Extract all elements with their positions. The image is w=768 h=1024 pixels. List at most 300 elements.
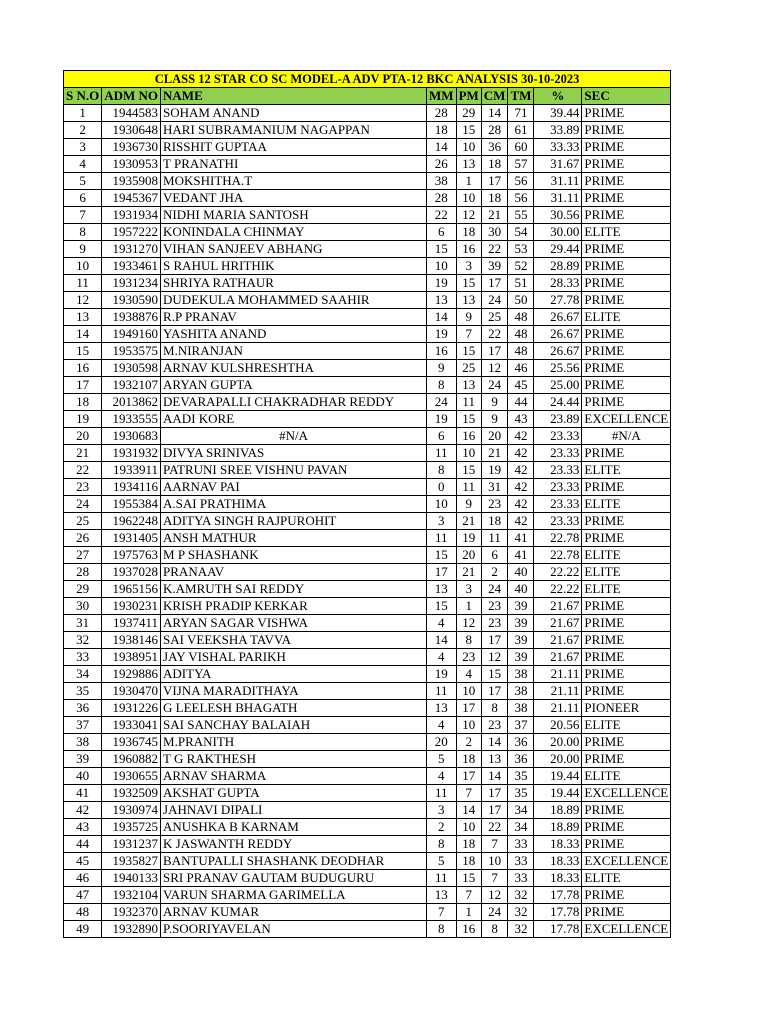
table-row: [64, 377, 671, 394]
cell-pm: 12: [456, 207, 481, 224]
cell-percent: 17.78: [534, 887, 582, 904]
cell-cm: 22: [481, 326, 508, 343]
cell-sno: 42: [64, 802, 102, 819]
cell-tm: 33: [508, 853, 534, 870]
cell-sno: 46: [64, 870, 102, 887]
cell-pm: 15: [456, 411, 481, 428]
cell-percent: 23.33: [534, 479, 582, 496]
cell-tm: 39: [508, 615, 534, 632]
cell-tm: 42: [508, 496, 534, 513]
cell-name: JAHNAVI DIPALI: [161, 802, 427, 819]
cell-name: YASHITA ANAND: [161, 326, 427, 343]
cell-sec: ELITE: [582, 870, 671, 887]
cell-mm: 9: [427, 360, 457, 377]
cell-adm-no: 1931270: [102, 241, 161, 258]
table-row: [64, 462, 671, 479]
cell-tm: 57: [508, 156, 534, 173]
cell-tm: 37: [508, 717, 534, 734]
cell-tm: 40: [508, 564, 534, 581]
cell-mm: 15: [427, 241, 457, 258]
cell-pm: 13: [456, 377, 481, 394]
cell-mm: 28: [427, 105, 457, 122]
cell-adm-no: 1932107: [102, 377, 161, 394]
cell-sec: PRIME: [582, 513, 671, 530]
cell-adm-no: 1932890: [102, 921, 161, 938]
cell-sno: 48: [64, 904, 102, 921]
cell-name: SHRIYA RATHAUR: [161, 275, 427, 292]
cell-adm-no: 1930953: [102, 156, 161, 173]
cell-adm-no: 1930648: [102, 122, 161, 139]
cell-cm: 9: [481, 411, 508, 428]
cell-sno: 28: [64, 564, 102, 581]
cell-tm: 36: [508, 751, 534, 768]
cell-adm-no: 2013862: [102, 394, 161, 411]
cell-sno: 15: [64, 343, 102, 360]
cell-name: A.SAI PRATHIMA: [161, 496, 427, 513]
cell-name: VARUN SHARMA GARIMELLA: [161, 887, 427, 904]
cell-sec: PRIME: [582, 802, 671, 819]
cell-cm: 24: [481, 292, 508, 309]
cell-sec: PRIME: [582, 258, 671, 275]
table-row: [64, 870, 671, 887]
cell-adm-no: 1931934: [102, 207, 161, 224]
cell-adm-no: 1935908: [102, 173, 161, 190]
cell-sec: PRIME: [582, 479, 671, 496]
cell-sec: EXCELLENCE: [582, 853, 671, 870]
cell-name: JAY VISHAL PARIKH: [161, 649, 427, 666]
cell-tm: 52: [508, 258, 534, 275]
cell-tm: 38: [508, 666, 534, 683]
cell-sno: 5: [64, 173, 102, 190]
cell-pm: 25: [456, 360, 481, 377]
cell-cm: 28: [481, 122, 508, 139]
cell-sec: PRIME: [582, 360, 671, 377]
cell-name: R.P PRANAV: [161, 309, 427, 326]
cell-cm: 17: [481, 683, 508, 700]
cell-pm: 12: [456, 615, 481, 632]
results-table: [63, 70, 671, 938]
cell-name: NIDHI MARIA SANTOSH: [161, 207, 427, 224]
cell-percent: 22.22: [534, 581, 582, 598]
cell-sec: PRIME: [582, 751, 671, 768]
cell-cm: 11: [481, 530, 508, 547]
cell-mm: 8: [427, 377, 457, 394]
cell-sno: 34: [64, 666, 102, 683]
cell-percent: 21.11: [534, 666, 582, 683]
cell-adm-no: 1930655: [102, 768, 161, 785]
cell-sno: 22: [64, 462, 102, 479]
table-row: [64, 343, 671, 360]
cell-sno: 18: [64, 394, 102, 411]
cell-sec: PRIME: [582, 445, 671, 462]
table-row: [64, 530, 671, 547]
cell-percent: 31.67: [534, 156, 582, 173]
cell-pm: 3: [456, 258, 481, 275]
cell-mm: 19: [427, 275, 457, 292]
cell-pm: 7: [456, 887, 481, 904]
cell-adm-no: 1935827: [102, 853, 161, 870]
cell-name: ARNAV KULSHRESHTHA: [161, 360, 427, 377]
cell-percent: 21.67: [534, 632, 582, 649]
table-row: [64, 241, 671, 258]
cell-tm: 42: [508, 445, 534, 462]
cell-sno: 35: [64, 683, 102, 700]
cell-cm: 17: [481, 343, 508, 360]
cell-mm: 13: [427, 887, 457, 904]
cell-mm: 0: [427, 479, 457, 496]
cell-tm: 45: [508, 377, 534, 394]
cell-percent: 23.89: [534, 411, 582, 428]
table-row: [64, 156, 671, 173]
cell-pm: 13: [456, 156, 481, 173]
title-row: [64, 71, 671, 88]
table-row: [64, 360, 671, 377]
cell-cm: 7: [481, 836, 508, 853]
cell-sno: 29: [64, 581, 102, 598]
table-row: [64, 326, 671, 343]
cell-cm: 14: [481, 768, 508, 785]
cell-percent: 17.78: [534, 921, 582, 938]
cell-sec: PRIME: [582, 105, 671, 122]
cell-cm: 17: [481, 173, 508, 190]
cell-sno: 20: [64, 428, 102, 445]
cell-sec: PRIME: [582, 666, 671, 683]
cell-percent: 30.00: [534, 224, 582, 241]
cell-mm: 14: [427, 309, 457, 326]
cell-name: S RAHUL HRITHIK: [161, 258, 427, 275]
cell-sno: 21: [64, 445, 102, 462]
cell-mm: 11: [427, 870, 457, 887]
cell-cm: 31: [481, 479, 508, 496]
cell-pm: 7: [456, 785, 481, 802]
cell-mm: 22: [427, 207, 457, 224]
table-row: [64, 411, 671, 428]
cell-tm: 41: [508, 530, 534, 547]
cell-name: ADITYA SINGH RAJPUROHIT: [161, 513, 427, 530]
cell-adm-no: 1937028: [102, 564, 161, 581]
cell-mm: 19: [427, 666, 457, 683]
cell-tm: 51: [508, 275, 534, 292]
cell-cm: 25: [481, 309, 508, 326]
cell-sec: ELITE: [582, 496, 671, 513]
cell-cm: 14: [481, 734, 508, 751]
cell-sec: PRIME: [582, 326, 671, 343]
cell-sec: PRIME: [582, 887, 671, 904]
cell-pm: 1: [456, 904, 481, 921]
col-header-sno: S N.O: [64, 88, 102, 105]
cell-cm: 8: [481, 700, 508, 717]
cell-mm: 26: [427, 156, 457, 173]
table-row: [64, 751, 671, 768]
cell-name: DEVARAPALLI CHAKRADHAR REDDY: [161, 394, 427, 411]
cell-sec: PRIME: [582, 343, 671, 360]
cell-percent: 23.33: [534, 462, 582, 479]
table-row: [64, 632, 671, 649]
cell-mm: 15: [427, 547, 457, 564]
cell-tm: 42: [508, 428, 534, 445]
cell-percent: 33.33: [534, 139, 582, 156]
cell-mm: 10: [427, 496, 457, 513]
cell-cm: 36: [481, 139, 508, 156]
cell-percent: 23.33: [534, 445, 582, 462]
cell-sec: PRIME: [582, 598, 671, 615]
cell-sno: 25: [64, 513, 102, 530]
cell-sno: 12: [64, 292, 102, 309]
cell-percent: 28.33: [534, 275, 582, 292]
table-row: [64, 309, 671, 326]
cell-percent: 21.67: [534, 598, 582, 615]
table-row: [64, 173, 671, 190]
cell-adm-no: 1933041: [102, 717, 161, 734]
cell-pm: 15: [456, 343, 481, 360]
cell-percent: 23.33: [534, 428, 582, 445]
cell-sno: 32: [64, 632, 102, 649]
cell-name: ARNAV SHARMA: [161, 768, 427, 785]
cell-cm: 24: [481, 904, 508, 921]
cell-percent: 24.44: [534, 394, 582, 411]
table-row: [64, 513, 671, 530]
cell-name: SAI VEEKSHA TAVVA: [161, 632, 427, 649]
cell-sec: PIONEER: [582, 700, 671, 717]
cell-mm: 11: [427, 683, 457, 700]
cell-mm: 15: [427, 598, 457, 615]
table-row: [64, 717, 671, 734]
cell-adm-no: 1938876: [102, 309, 161, 326]
cell-percent: 29.44: [534, 241, 582, 258]
cell-cm: 18: [481, 156, 508, 173]
table-row: [64, 802, 671, 819]
cell-cm: 8: [481, 921, 508, 938]
cell-adm-no: 1932104: [102, 887, 161, 904]
cell-tm: 44: [508, 394, 534, 411]
cell-pm: 9: [456, 309, 481, 326]
cell-cm: 21: [481, 207, 508, 224]
col-header-adm-no: ADM NO: [102, 88, 161, 105]
cell-sno: 49: [64, 921, 102, 938]
cell-pm: 13: [456, 292, 481, 309]
cell-tm: 40: [508, 581, 534, 598]
cell-sec: PRIME: [582, 394, 671, 411]
cell-mm: 19: [427, 326, 457, 343]
cell-cm: 23: [481, 717, 508, 734]
table-row: [64, 547, 671, 564]
cell-cm: 12: [481, 887, 508, 904]
cell-sno: 4: [64, 156, 102, 173]
cell-sec: ELITE: [582, 309, 671, 326]
cell-pm: 2: [456, 734, 481, 751]
cell-tm: 46: [508, 360, 534, 377]
cell-adm-no: 1935725: [102, 819, 161, 836]
cell-name: ANSH MATHUR: [161, 530, 427, 547]
cell-cm: 23: [481, 496, 508, 513]
cell-cm: 22: [481, 819, 508, 836]
cell-mm: 3: [427, 802, 457, 819]
cell-adm-no: 1940133: [102, 870, 161, 887]
table-row: [64, 836, 671, 853]
col-header-mm: MM: [427, 88, 457, 105]
cell-tm: 48: [508, 326, 534, 343]
cell-mm: 28: [427, 190, 457, 207]
cell-adm-no: 1957222: [102, 224, 161, 241]
cell-sno: 7: [64, 207, 102, 224]
cell-cm: 39: [481, 258, 508, 275]
cell-sno: 13: [64, 309, 102, 326]
table-row: [64, 394, 671, 411]
cell-cm: 13: [481, 751, 508, 768]
cell-tm: 42: [508, 513, 534, 530]
cell-sno: 14: [64, 326, 102, 343]
cell-percent: 21.11: [534, 683, 582, 700]
cell-sno: 2: [64, 122, 102, 139]
table-row: [64, 768, 671, 785]
cell-tm: 41: [508, 547, 534, 564]
table-row: [64, 224, 671, 241]
cell-tm: 32: [508, 904, 534, 921]
cell-adm-no: 1949160: [102, 326, 161, 343]
cell-pm: 10: [456, 445, 481, 462]
cell-sno: 39: [64, 751, 102, 768]
cell-pm: 18: [456, 853, 481, 870]
cell-tm: 33: [508, 836, 534, 853]
cell-pm: 15: [456, 275, 481, 292]
table-row: [64, 105, 671, 122]
cell-mm: 6: [427, 224, 457, 241]
cell-percent: 18.33: [534, 836, 582, 853]
cell-name: MOKSHITHA.T: [161, 173, 427, 190]
cell-sec: ELITE: [582, 224, 671, 241]
cell-percent: 21.67: [534, 649, 582, 666]
cell-sec: PRIME: [582, 734, 671, 751]
cell-adm-no: 1931237: [102, 836, 161, 853]
table-row: [64, 615, 671, 632]
table-row: [64, 428, 671, 445]
cell-pm: 17: [456, 768, 481, 785]
cell-pm: 10: [456, 190, 481, 207]
cell-adm-no: 1936730: [102, 139, 161, 156]
cell-pm: 20: [456, 547, 481, 564]
cell-sec: PRIME: [582, 904, 671, 921]
cell-pm: 18: [456, 224, 481, 241]
cell-mm: 24: [427, 394, 457, 411]
cell-name: VEDANT JHA: [161, 190, 427, 207]
cell-cm: 17: [481, 785, 508, 802]
cell-sec: PRIME: [582, 615, 671, 632]
col-header-tm: TM: [508, 88, 534, 105]
cell-sec: PRIME: [582, 173, 671, 190]
cell-sno: 26: [64, 530, 102, 547]
cell-adm-no: 1937411: [102, 615, 161, 632]
cell-tm: 42: [508, 479, 534, 496]
cell-tm: 38: [508, 700, 534, 717]
cell-tm: 38: [508, 683, 534, 700]
cell-percent: 28.89: [534, 258, 582, 275]
cell-sno: 36: [64, 700, 102, 717]
cell-mm: 4: [427, 649, 457, 666]
table-row: [64, 122, 671, 139]
cell-sec: PRIME: [582, 156, 671, 173]
cell-mm: 8: [427, 836, 457, 853]
cell-adm-no: 1931226: [102, 700, 161, 717]
cell-name: ANUSHKA B KARNAM: [161, 819, 427, 836]
cell-sec: PRIME: [582, 207, 671, 224]
table-row: [64, 666, 671, 683]
cell-cm: 18: [481, 513, 508, 530]
cell-sec: PRIME: [582, 139, 671, 156]
cell-sno: 33: [64, 649, 102, 666]
cell-adm-no: 1938146: [102, 632, 161, 649]
cell-name: PATRUNI SREE VISHNU PAVAN: [161, 462, 427, 479]
cell-adm-no: 1953575: [102, 343, 161, 360]
cell-adm-no: 1930590: [102, 292, 161, 309]
cell-sno: 23: [64, 479, 102, 496]
cell-percent: 21.11: [534, 700, 582, 717]
table-row: [64, 785, 671, 802]
cell-tm: 39: [508, 649, 534, 666]
cell-mm: 5: [427, 853, 457, 870]
cell-tm: 43: [508, 411, 534, 428]
cell-cm: 2: [481, 564, 508, 581]
cell-cm: 23: [481, 615, 508, 632]
cell-mm: 4: [427, 768, 457, 785]
cell-mm: 4: [427, 615, 457, 632]
table-row: [64, 921, 671, 938]
cell-sec: PRIME: [582, 819, 671, 836]
cell-tm: 42: [508, 462, 534, 479]
cell-cm: 19: [481, 462, 508, 479]
analysis-sheet: [63, 70, 671, 938]
cell-adm-no: 1965156: [102, 581, 161, 598]
header-row: [64, 88, 671, 105]
cell-name: M.PRANITH: [161, 734, 427, 751]
cell-sec: PRIME: [582, 683, 671, 700]
col-header-cm: CM: [481, 88, 508, 105]
cell-sno: 16: [64, 360, 102, 377]
cell-sno: 9: [64, 241, 102, 258]
cell-name: M P SHASHANK: [161, 547, 427, 564]
table-row: [64, 479, 671, 496]
cell-pm: 9: [456, 496, 481, 513]
col-header-pm: PM: [456, 88, 481, 105]
cell-adm-no: 1945367: [102, 190, 161, 207]
cell-cm: 18: [481, 190, 508, 207]
cell-mm: 4: [427, 717, 457, 734]
cell-mm: 11: [427, 785, 457, 802]
cell-percent: 21.67: [534, 615, 582, 632]
cell-pm: 11: [456, 479, 481, 496]
cell-name: ARNAV KUMAR: [161, 904, 427, 921]
table-row: [64, 700, 671, 717]
cell-pm: 10: [456, 683, 481, 700]
cell-percent: 27.78: [534, 292, 582, 309]
cell-tm: 39: [508, 632, 534, 649]
cell-mm: 19: [427, 411, 457, 428]
cell-sno: 30: [64, 598, 102, 615]
cell-adm-no: 1930974: [102, 802, 161, 819]
table-row: [64, 649, 671, 666]
cell-name: M.NIRANJAN: [161, 343, 427, 360]
cell-sec: ELITE: [582, 564, 671, 581]
cell-name: SRI PRANAV GAUTAM BUDUGURU: [161, 870, 427, 887]
cell-mm: 7: [427, 904, 457, 921]
cell-adm-no: 1930231: [102, 598, 161, 615]
cell-percent: 31.11: [534, 190, 582, 207]
cell-sec: ELITE: [582, 547, 671, 564]
cell-sec: #N/A: [582, 428, 671, 445]
table-row: [64, 904, 671, 921]
cell-tm: 48: [508, 309, 534, 326]
cell-percent: 33.89: [534, 122, 582, 139]
cell-pm: 15: [456, 870, 481, 887]
